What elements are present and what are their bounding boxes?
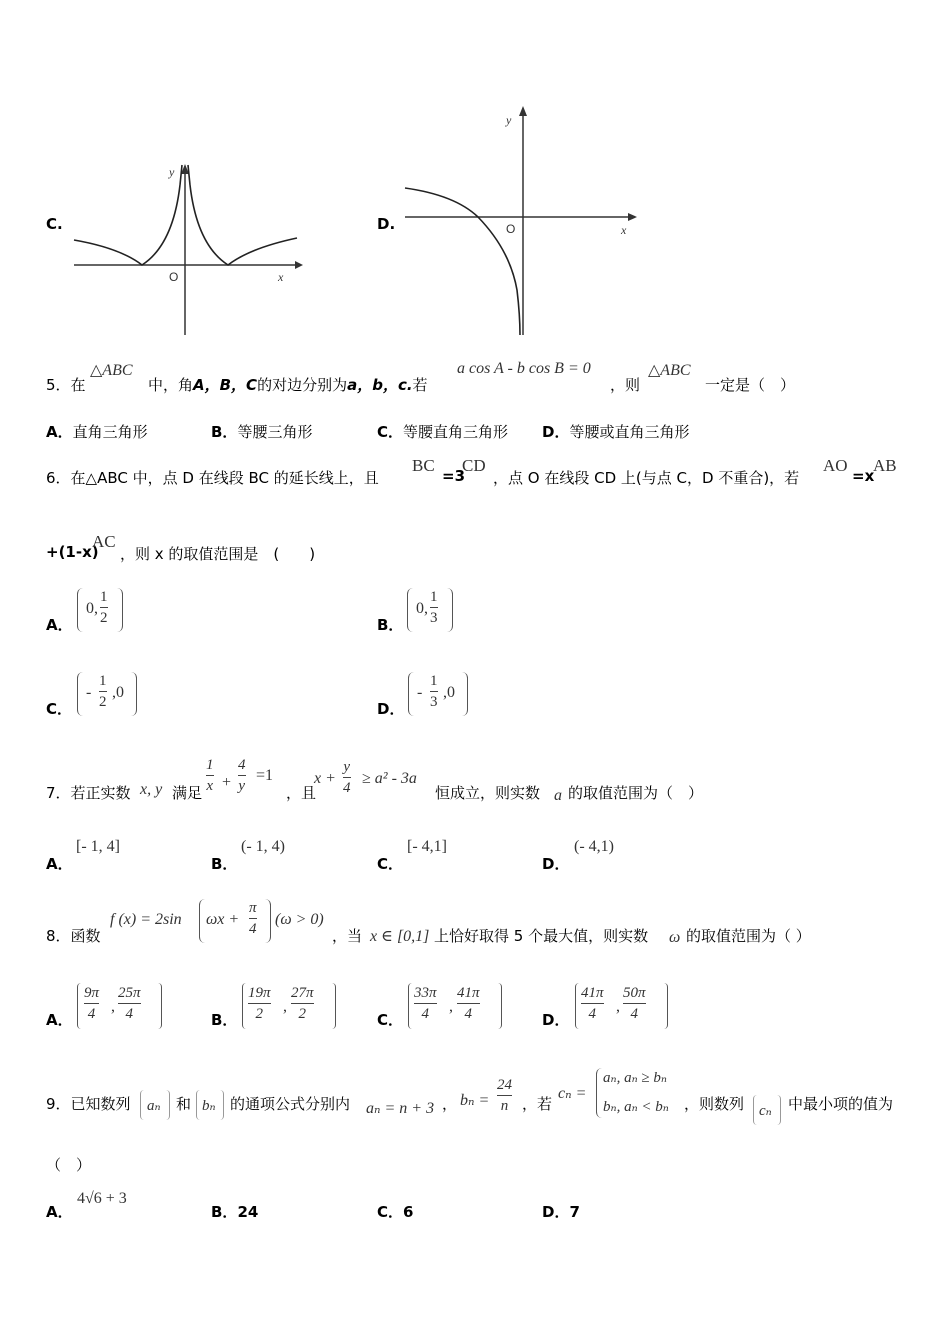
q6-option-a-pre: 0,: [86, 600, 98, 617]
graph-c: [70, 160, 305, 340]
q6-line2-a: +(1-x): [46, 543, 99, 561]
q6-eq3: =3: [442, 467, 466, 485]
q9-case-2: bₙ, aₙ < bₙ: [603, 1099, 669, 1115]
q8-omega: ω: [669, 929, 681, 946]
q5-triangle-2: △ABC: [648, 362, 691, 379]
question-5: 5．在: [46, 376, 86, 394]
q7-option-d-label[interactable]: D．: [542, 855, 570, 873]
q9-text1: 的通项公式分别内: [230, 1095, 351, 1113]
q7-option-a-label[interactable]: A．: [46, 855, 73, 873]
graph-c-origin: O: [169, 270, 179, 284]
graph-c-x-label: x: [278, 270, 284, 284]
graph-d: [400, 100, 645, 340]
q8-option-c-comma: ,: [449, 998, 453, 1015]
graph-c-y-label: y: [169, 165, 175, 179]
q5-text: 中，角A，B，C的对边分别为a，b，c.若: [148, 376, 428, 394]
q6-vec-ao: AO: [823, 456, 848, 475]
q6-option-a-label[interactable]: A．: [46, 616, 73, 634]
q6-eqx: =x: [852, 467, 875, 485]
q8-option-c-frac2: 41π 4: [457, 985, 480, 1022]
q7-eq1: =1: [256, 767, 274, 784]
q5-option-b[interactable]: B．等腰三角形: [211, 423, 313, 441]
q6-option-d-label[interactable]: D．: [377, 700, 405, 718]
q8-text2: 上恰好取得 5 个最大值，则实数: [434, 927, 649, 945]
q6-option-b-label[interactable]: B．: [377, 616, 404, 634]
q6-option-b-frac: 1 3: [430, 589, 438, 626]
q6-vec-bc: BC: [412, 456, 435, 475]
q8-option-b-frac2: 27π 2: [291, 985, 314, 1022]
q9-and: 和: [176, 1095, 192, 1113]
graph-d-y-label: y: [506, 113, 512, 127]
question-8: 8．函数: [46, 927, 101, 945]
q9-text3: ，则数列: [684, 1095, 745, 1113]
q9-beq: bₙ =: [460, 1092, 490, 1109]
q8-option-b-label[interactable]: B．: [211, 1011, 238, 1029]
q5-option-c[interactable]: C．等腰直角三角形: [377, 423, 509, 441]
q6-vec-ac: AC: [92, 532, 116, 551]
q5-option-d[interactable]: D．等腰或直角三角形: [542, 423, 690, 441]
q8-text1: ，当: [332, 927, 363, 945]
q8-func: f (x) = 2sin: [110, 911, 182, 928]
question-9: 9．已知数列: [46, 1095, 131, 1113]
q8-option-c-frac1: 33π 4: [414, 985, 437, 1022]
q6-line2-b: ，则 x 的取值范围是 ( ): [120, 545, 316, 563]
q7-option-d-val: (- 4,1): [574, 838, 614, 855]
q6-option-d-frac: 1 3: [430, 673, 438, 710]
q6-vec-ab: AB: [873, 456, 897, 475]
q8-pi-frac: π 4: [249, 900, 257, 937]
q8-text3: 的取值范围为（ ）: [686, 927, 811, 945]
graph-d-x-label: x: [621, 223, 627, 237]
q9-case-brace: [596, 1068, 603, 1118]
q7-text2: ，且: [286, 784, 317, 802]
q7-option-c-val: [- 4,1]: [407, 838, 447, 855]
graph-d-origin: O: [506, 222, 516, 236]
q7-option-a-val: [- 1, 4]: [76, 838, 120, 855]
q8-option-a-frac1: 9π 4: [84, 985, 100, 1022]
q5-text-then: ，则: [610, 376, 641, 394]
q8-option-c-label[interactable]: C．: [377, 1011, 404, 1029]
q7-text1: 满足: [172, 784, 203, 802]
q6-option-c-pre: -: [86, 684, 92, 701]
q8-option-d-frac2: 50π 4: [623, 985, 646, 1022]
q9-an: aₙ: [147, 1098, 161, 1114]
q7-a: a: [554, 787, 562, 804]
q8-option-b-frac1: 19π 2: [248, 985, 271, 1022]
q5-option-a[interactable]: A．直角三角形: [46, 423, 148, 441]
q5-triangle: △ABC: [90, 362, 133, 379]
q9-b-frac: 24 n: [497, 1077, 512, 1114]
q9-option-d[interactable]: D．7: [542, 1203, 580, 1221]
q8-domain: x ∈ [0,1]: [370, 928, 430, 945]
q9-cn2: cₙ: [759, 1103, 772, 1119]
q6-option-c-post: ,0: [112, 684, 124, 701]
q9-paren: （ ）: [46, 1156, 92, 1174]
q6-option-c-label[interactable]: C．: [46, 700, 73, 718]
q7-xplus: x +: [314, 770, 336, 787]
q8-option-a-frac2: 25π 4: [118, 985, 141, 1022]
q7-option-b-label[interactable]: B．: [211, 855, 238, 873]
q6-option-b-pre: 0,: [416, 600, 428, 617]
q9-text4: 中最小项的值为: [788, 1095, 894, 1113]
q6-option-a-frac: 1 2: [100, 589, 108, 626]
q8-cond: (ω > 0): [275, 911, 324, 928]
q9-option-a-label[interactable]: A．: [46, 1203, 73, 1221]
q5-text-end: 一定是（ ）: [705, 376, 796, 394]
question-7: 7．若正实数: [46, 784, 131, 802]
q7-frac-2: 4 y: [238, 757, 246, 794]
question-6-line1: 6．在△ABC 中，点 D 在线段 BC 的延长线上，且: [46, 469, 379, 487]
q7-option-b-val: (- 1, 4): [241, 838, 285, 855]
q9-option-a-val: 4√6 + 3: [77, 1190, 127, 1207]
q5-equation: a cos A - b cos B = 0: [457, 360, 591, 377]
q9-option-c[interactable]: C．6: [377, 1203, 414, 1221]
q9-case-1: aₙ, aₙ ≥ bₙ: [603, 1070, 667, 1086]
graph-d-label: D.: [377, 215, 396, 233]
q6-line1-b: ，点 O 在线段 CD 上(与点 C，D 不重合)，若: [493, 469, 800, 487]
q6-option-c-frac: 1 2: [99, 673, 107, 710]
q9-aeq: aₙ = n + 3: [366, 1100, 435, 1117]
q9-comma: ，: [442, 1095, 458, 1113]
q6-vec-cd: CD: [462, 456, 486, 475]
q8-option-d-comma: ,: [616, 998, 620, 1015]
q7-option-c-label[interactable]: C．: [377, 855, 404, 873]
q7-plus: +: [222, 774, 232, 791]
q6-option-d-post: ,0: [443, 684, 455, 701]
q6-option-d-pre: -: [417, 684, 423, 701]
q9-cn: cₙ =: [558, 1085, 587, 1102]
q9-text2: ，若: [522, 1095, 553, 1113]
graph-c-label: C.: [46, 215, 63, 233]
q7-ineq: ≥ a² - 3a: [362, 770, 417, 787]
q8-option-d-frac1: 41π 4: [581, 985, 604, 1022]
q9-bn: bₙ: [202, 1098, 216, 1114]
q7-text4: 的取值范围为（ ）: [568, 784, 704, 802]
q8-option-a-label[interactable]: A．: [46, 1011, 73, 1029]
q8-option-a-comma: ,: [111, 998, 115, 1015]
q7-frac-3: y 4: [343, 759, 351, 796]
q8-option-b-comma: ,: [283, 998, 287, 1015]
q7-frac-1: 1 x: [206, 757, 214, 794]
q8-option-d-label[interactable]: D．: [542, 1011, 570, 1029]
q9-option-b[interactable]: B．24: [211, 1203, 259, 1221]
q7-text3: 恒成立，则实数: [435, 784, 541, 802]
q8-inner: ωx +: [206, 911, 240, 928]
q7-vars: x, y: [140, 781, 163, 798]
